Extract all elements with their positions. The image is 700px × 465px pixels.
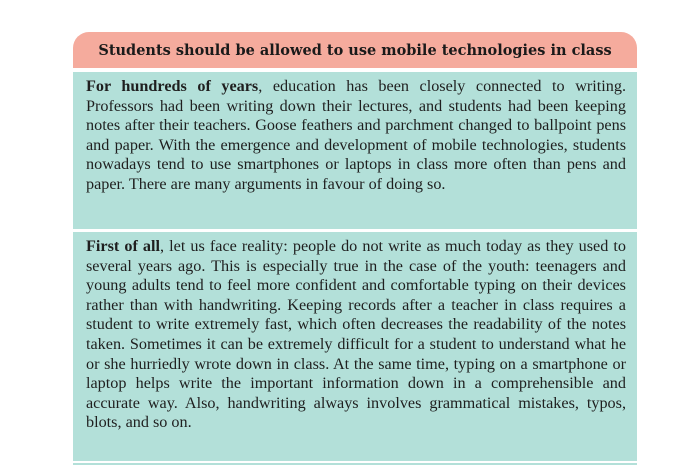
paragraph-1-lead: For hundreds of years (86, 77, 259, 95)
paragraph-2 (73, 232, 637, 461)
paragraph-1 (73, 72, 637, 229)
paragraph-1-text: , education has been closely connected to writing. Professors had been writing down their lectures, and students had been keeping notes after their teachers. Goose feathers and parchment changed to ballpoint pens and paper. With the emergence and development of mobile technologies, students nowadays tend to use smartphones or laptops in class more often than pens and paper. There are many arguments in favour of doing so. (86, 77, 626, 193)
paragraph-2-text: , let us face reality: people do not write as much today as they used to several years ago. This is especially true in the case of the youth: teenagers and young adults tend to feel more confident and comfortable typing on their devices rather than with handwriting. Keeping records after a teacher in class requires a student to write extremely fast, which often decreases the readability of the notes taken. Sometimes it can be extremely difficult for a student to understand what he or she hurriedly wrote down in class. At the same time, typing on a smartphone or laptop helps write the important information down in a comprehensible and accurate way. Also, handwriting always involves grammatical mistakes, typos, blots, and so on. (86, 237, 627, 432)
essay-title: Students should be allowed to use mobile technologies in class (98, 41, 612, 59)
essay-title-banner (73, 32, 637, 68)
paragraph-2-lead: First of all (86, 237, 161, 255)
